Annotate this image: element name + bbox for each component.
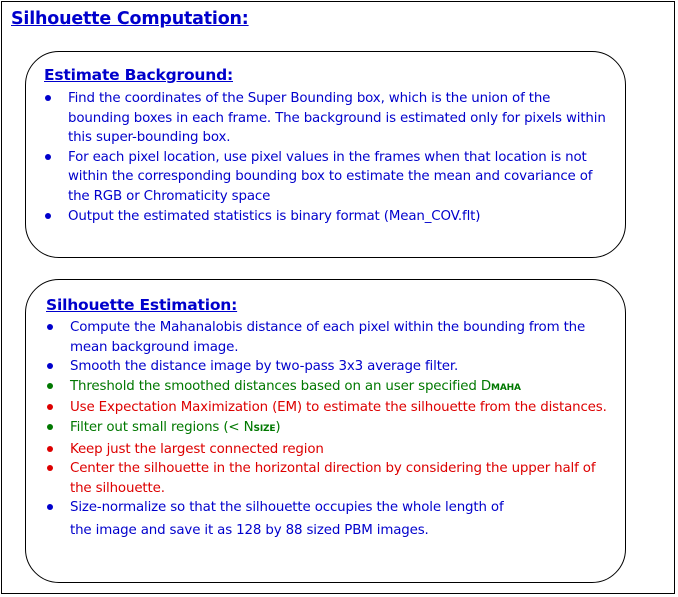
list-item-suffix: ) [275,419,281,435]
bullet-icon [47,383,53,389]
bullet-icon [47,504,53,510]
list-item [46,459,608,498]
list-item-text: Keep just the largest connected region [70,441,324,457]
list-item [44,148,616,207]
list-item-text: Use Expectation Maximization (EM) to estimate the silhouette from the distances. [70,400,607,416]
list-item-text: Compute the Mahanalobis distance of each pixel within the bounding from the mean background image. [70,320,586,355]
bullet-icon [45,154,51,160]
bullet-icon [47,465,53,471]
estimate-background-list [44,89,616,226]
list-item [46,377,608,399]
list-item [46,318,608,357]
bullet-icon [47,404,53,410]
list-item [46,440,608,460]
silhouette-estimation-title: Silhouette Estimation: [46,296,238,314]
bullet-icon [47,324,53,330]
bullet-icon [47,424,53,430]
list-item-text: Filter out small regions (< N [70,419,254,435]
bullet-icon [47,363,53,369]
list-item-text: For each pixel location, use pixel values in the frames when that location is not within the corresponding bounding box to estimate the mean and covariance of the RGB or Chromaticity space [68,149,593,204]
estimate-background-title: Estimate Background: [44,66,233,84]
list-item [44,89,616,148]
list-item [46,398,608,418]
bullet-icon [45,213,51,219]
list-item-text: Center the silhouette in the horizontal direction by considering the upper half of the silhouette. [70,461,596,496]
subscript-maha: MAHA [491,382,521,393]
slide-title: Silhouette Computation: [11,9,249,29]
list-item [44,207,616,227]
bullet-icon [45,95,51,101]
list-item-text: Smooth the distance image by two-pass 3x3 average filter. [70,359,459,375]
list-item-text-line2: the image and save it as 128 by 88 sized PBM images. [70,522,429,538]
estimate-background-box [25,51,626,258]
silhouette-estimation-list [46,318,608,541]
list-item-text: Size-normalize so that the silhouette occupies the whole length of [70,500,504,516]
list-item-text: Output the estimated statistics is binary format (Mean_COV.flt) [68,208,481,224]
list-item-text: Threshold the smoothed distances based on an user specified D [70,378,492,394]
list-item [46,418,608,440]
list-item [46,498,608,540]
bullet-icon [47,446,53,452]
subscript-size: SIZE [253,423,276,434]
silhouette-estimation-box [25,279,626,583]
list-item-text: Find the coordinates of the Super Bounding box, which is the union of the bounding boxes in each frame. The background is estimated only for pixels within this super-bounding box. [68,91,606,146]
list-item [46,357,608,377]
